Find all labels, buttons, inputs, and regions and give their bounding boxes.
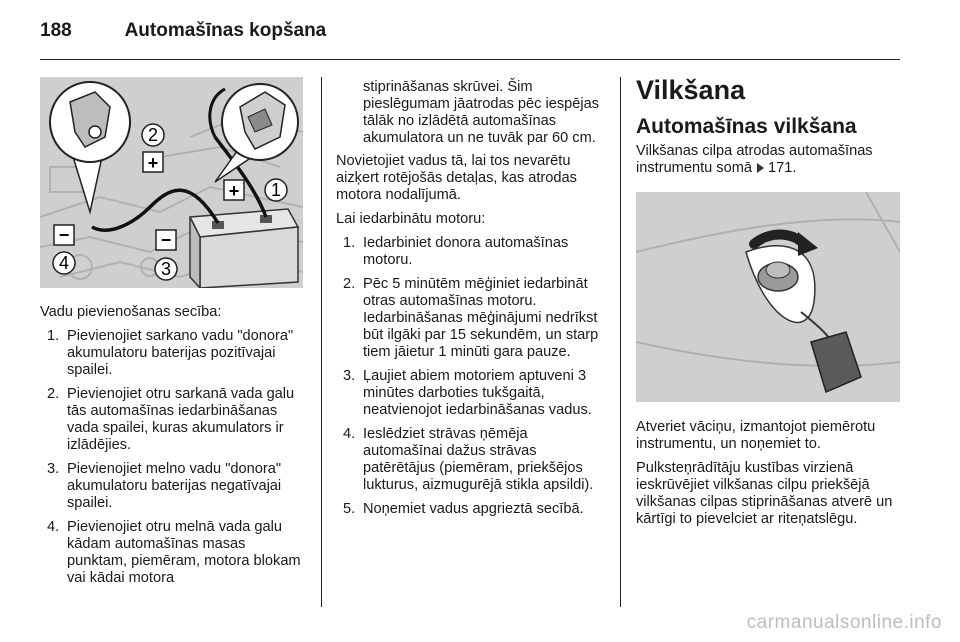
page-header <box>40 20 326 42</box>
start-step-3: 3. Ļaujiet abiem motoriem aptuveni 3 minūtes darboties tukšgaitā, neatvienojot iedarbināšanas vadus. <box>343 368 592 418</box>
jump-start-illustration <box>40 77 303 288</box>
triangle-reference-icon <box>757 163 764 173</box>
minus-label-3: − <box>160 230 172 250</box>
callout-2: 2 <box>147 125 159 145</box>
connection-step-2: 2. Pievienojiet otru sarkanā vada galu tās automašīnas iedarbināšanas vada spailei, kuras akumulators ir izlādējies. <box>47 386 295 453</box>
screw-in-eye-text: Pulksteņrādītāju kustības virzienā ieskrūvējiet vilkšanas cilpu priekšējā vilkšanas cilpas stiprināšanas atverē un kārtīgi to pievelciet ar riteņatslēgu. <box>636 460 893 527</box>
connection-step-4: 4. Pievienojiet otru melnā vada galu kādam automašīnas masas punktam, piemēram, motora blokam vai kādai motora <box>47 519 301 586</box>
connection-step-3: 3. Pievienojiet melno vadu "donora" akumulatoru baterijas negatīvajai spailei. <box>47 461 282 511</box>
plus-label-2: + <box>147 153 159 173</box>
start-step-4: 4. Ieslēdziet strāvas ņēmēja automašīnai dažus strāvas patērētājus (piemēram, priekšējos lukturus, aizmugurējā stikla apsildi). <box>343 426 594 493</box>
column-2 <box>336 79 604 525</box>
header-rule <box>40 59 900 60</box>
heading-vehicle-towing: Automašīnas vilkšana <box>636 115 857 138</box>
battery <box>190 209 298 288</box>
minus-label-4: − <box>58 225 70 245</box>
connection-order-intro: Vadu pievienošanas secība: <box>40 304 222 320</box>
connection-step-1: 1. Pievienojiet sarkano vadu "donora" akumulatoru baterijas pozitīvajai spailei. <box>47 328 294 378</box>
start-engine-steps <box>336 235 604 518</box>
step-4-continuation: stiprināšanas skrūvei. Šim pieslēgumam jāatrodas pēc iespējas tālāk no izlādētā automašīnas akumulatora un ne tuvāk par 60 cm. <box>363 79 600 146</box>
watermark: carmanualsonline.info <box>746 612 942 633</box>
section-title: Automašīnas kopšana <box>124 20 327 41</box>
callout-3: 3 <box>160 259 172 279</box>
towing-eye-illustration <box>636 192 900 402</box>
connection-steps <box>40 328 308 587</box>
start-step-1: 1. Iedarbiniet donora automašīnas motoru. <box>343 235 569 268</box>
start-step-5: 5. Noņemiet vadus apgrieztā secībā. <box>343 501 584 517</box>
heading-towing: Vilkšana <box>636 75 746 105</box>
callout-4: 4 <box>58 253 70 273</box>
column-1 <box>40 304 308 594</box>
start-step-2: 2. Pēc 5 minūtēm mēģiniet iedarbināt otras automašīnas motoru. Iedarbināšanas mēģinājumi nedrīkst būt ilgāki par 15 sekundēm, un starp tiem jāietur 1 minūti gara pauze. <box>343 276 599 360</box>
open-cover-text: Atveriet vāciņu, izmantojot piemērotu instrumentu, un noņemiet to. <box>636 419 876 452</box>
page-number: 188 <box>40 20 72 41</box>
column-3 <box>636 75 904 184</box>
page-reference-link[interactable]: 171. <box>768 160 797 176</box>
start-engine-intro: Lai iedarbinātu motoru: <box>336 211 486 227</box>
callout-1: 1 <box>270 180 282 200</box>
plus-label-1: + <box>228 181 240 201</box>
cable-placement-text: Novietojiet vadus tā, lai tos nevarētu aizķert rotējošās detaļas, kas atrodas motora nodalījumā. <box>336 153 577 203</box>
column-3-lower <box>636 419 904 535</box>
towing-eye-location: Vilkšanas cilpa atrodas automašīnas instrumentu somā 171. <box>636 143 873 176</box>
column-divider-1 <box>321 77 322 607</box>
column-divider-2 <box>620 77 621 607</box>
